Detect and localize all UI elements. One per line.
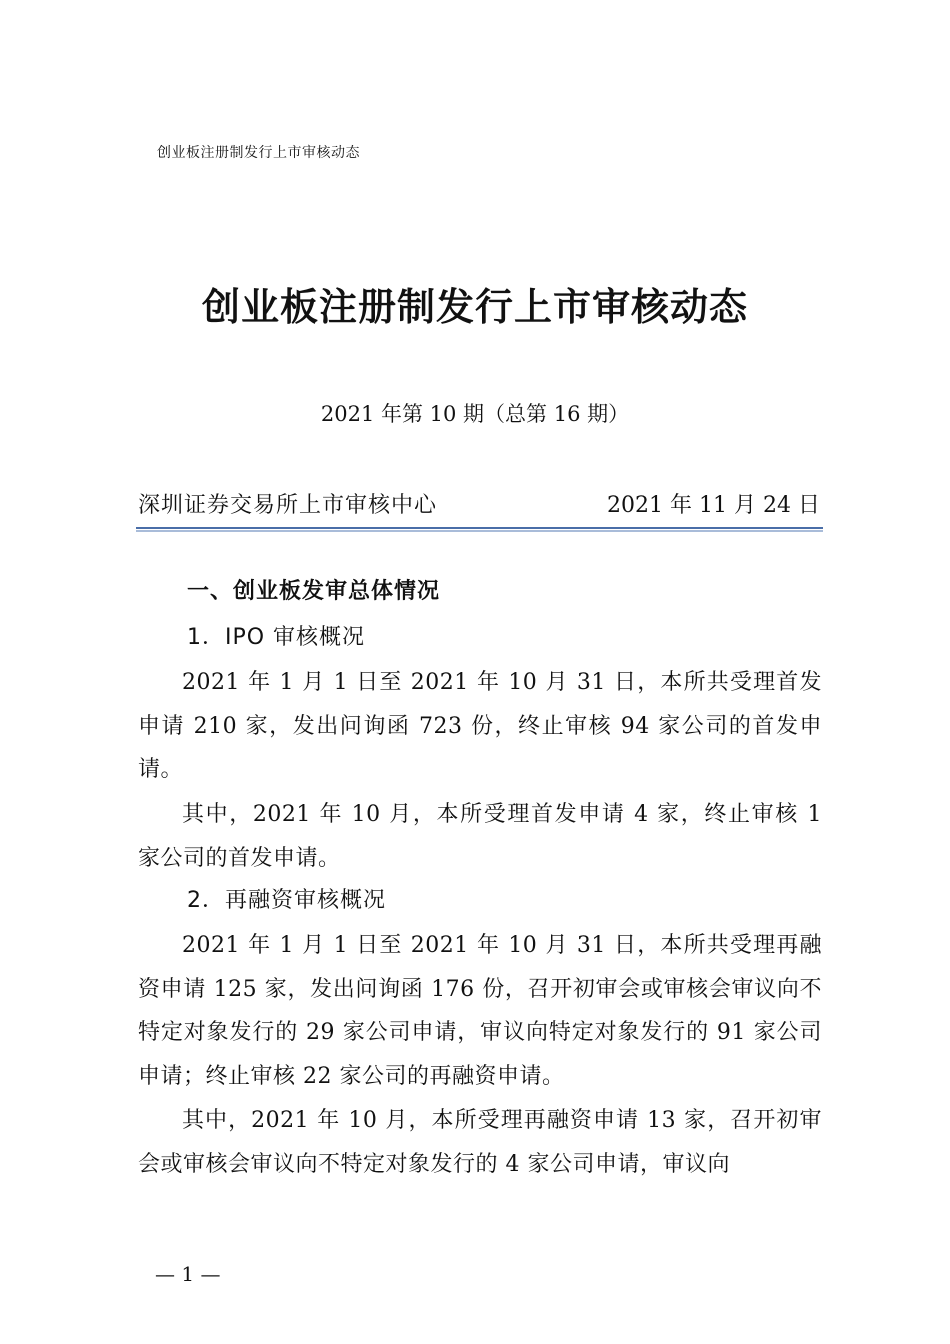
issuing-organization: 深圳证券交易所上市审核中心	[138, 493, 438, 518]
paragraph-refinancing-overview: 2021 年 1 月 1 日至 2021 年 10 月 31 日，本所共受理再融资申请 125 家，发出问询函 176 份，召开初审会或审核会审议向不特定对象发行的 29 家公司申请，审议向特定对象发行的 91 家公司申请；终止审核 22 家公司的再融资申请。	[138, 933, 822, 1089]
subsection-heading-ipo: 1．IPO 审核概况	[187, 625, 366, 650]
paragraph-ipo-october: 其中，2021 年 10 月，本所受理首发申请 4 家，终止审核 1 家公司的首发申请。	[138, 802, 822, 871]
running-header: 创业板注册制发行上市审核动态	[157, 145, 360, 161]
subsection-heading-refinancing: 2．再融资审核概况	[187, 888, 386, 913]
header-divider-shadow	[136, 530, 823, 532]
page-number: — 1 —	[155, 1262, 221, 1286]
header-divider	[136, 527, 823, 529]
document-title: 创业板注册制发行上市审核动态	[201, 285, 748, 329]
section-heading: 一、创业板发审总体情况	[187, 579, 441, 604]
issue-number: 2021 年第 10 期（总第 16 期）	[320, 402, 630, 426]
issue-date: 2021 年 11 月 24 日	[607, 493, 820, 518]
paragraph-ipo-overview: 2021 年 1 月 1 日至 2021 年 10 月 31 日，本所共受理首发申请 210 家，发出问询函 723 份，终止审核 94 家公司的首发申请。	[138, 670, 822, 782]
paragraph-refinancing-october: 其中，2021 年 10 月，本所受理再融资申请 13 家，召开初审会或审核会审议向不特定对象发行的 4 家公司申请，审议向	[138, 1108, 822, 1177]
